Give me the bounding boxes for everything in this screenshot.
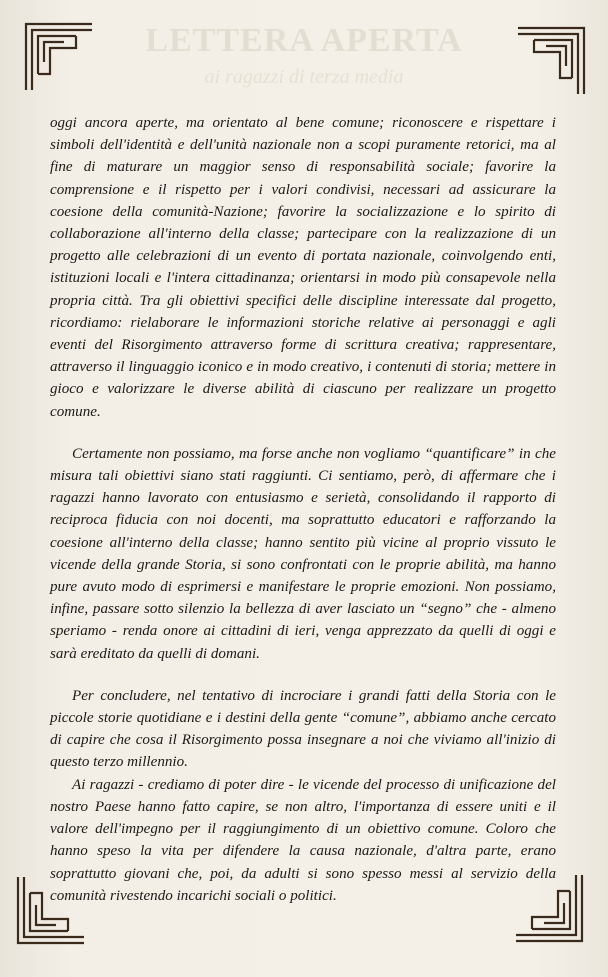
page-title: LETTERA APERTA bbox=[145, 22, 463, 59]
letter-body bbox=[50, 112, 556, 907]
corner-ornament-icon bbox=[516, 26, 586, 96]
paragraph-conclusion: Per concludere, nel tentativo di incrociare i grandi fatti della Storia con le piccole storie quotidiane e i destini della gente “comune”, abbiamo anche cercato di capire che cosa il Risorgimento possa insegnare a noi che viviamo all'inizio di questo terzo millennio. bbox=[50, 687, 556, 771]
paragraph-results: Certamente non possiamo, ma forse anche non vogliamo “quantificare” in che misura tali obiettivi siano stati raggiunti. Ci sentiamo, però, di affermare che i ragazzi hanno lavorato con entusiasmo e serietà, consolidando il rapporto di reciproca fiducia con noi docenti, ma soprattutto educatori e rafforzando la coesione all'interno della classe; hanno sentito più vicine al proprio vissuto le vicende della grande Storia, si sono confrontati con le proprie abilità, ma hanno pure avuto modo di esprimersi e manifestare le proprie emozioni. Non possiamo, infine, passare sotto silenzio la bellezza di aver lasciato un “segno” che - almeno speriamo - renda onore ai cittadini di ieri, venga apprezzato da quelli di oggi e sarà ereditato da quelli di domani. bbox=[50, 445, 556, 662]
paragraph-students: Ai ragazzi - crediamo di poter dire - le vicende del processo di unificazione del nostro Paese hanno fatto capire, se non altro, l'importanza di essere uniti e il valore dell'impegno per il raggiungimento di un obiettivo comune. Coloro che hanno speso la vita per difendere la causa nazionale, d'altra parte, erano soprattutto giovani che, poi, da adulti si sono spesso messi al servizio della comunità rivestendo incarichi sociali o politici. bbox=[50, 776, 556, 904]
corner-ornament-icon bbox=[24, 22, 94, 92]
paragraph-objectives: oggi ancora aperte, ma orientato al bene comune; riconoscere e rispettare i simboli dell'identità e dell'unità nazionale non a scopi puramente retorici, ma al fine di maturare un maggior senso di responsabilità sociale; favorire la comprensione e il rispetto per i valori condivisi, necessari ad assicurare la coesione della comunità-Nazione; favorire la socializzazione e lo spirito di collaborazione all'interno della classe; partecipare con la realizzazione di un progetto alle celebrazioni di un evento di portata nazionale, coinvolgendo enti, istituzioni locali e l'intera cittadinanza; orientarsi in modo più consapevole nella propria città. Tra gli obiettivi specifici delle discipline interessate dal progetto, ricordiamo: rielaborare le informazioni storiche relative ai personaggi e agli eventi del Risorgimento attraverso forme di scrittura creativa; rappresentare, attraverso il linguaggio iconico e in modo creativo, i contenuti di storia; mettere in gioco e valorizzare le diverse abilità di ciascuno per realizzare un progetto comune. bbox=[50, 115, 556, 420]
page-subtitle: ai ragazzi di terza media bbox=[204, 66, 404, 88]
